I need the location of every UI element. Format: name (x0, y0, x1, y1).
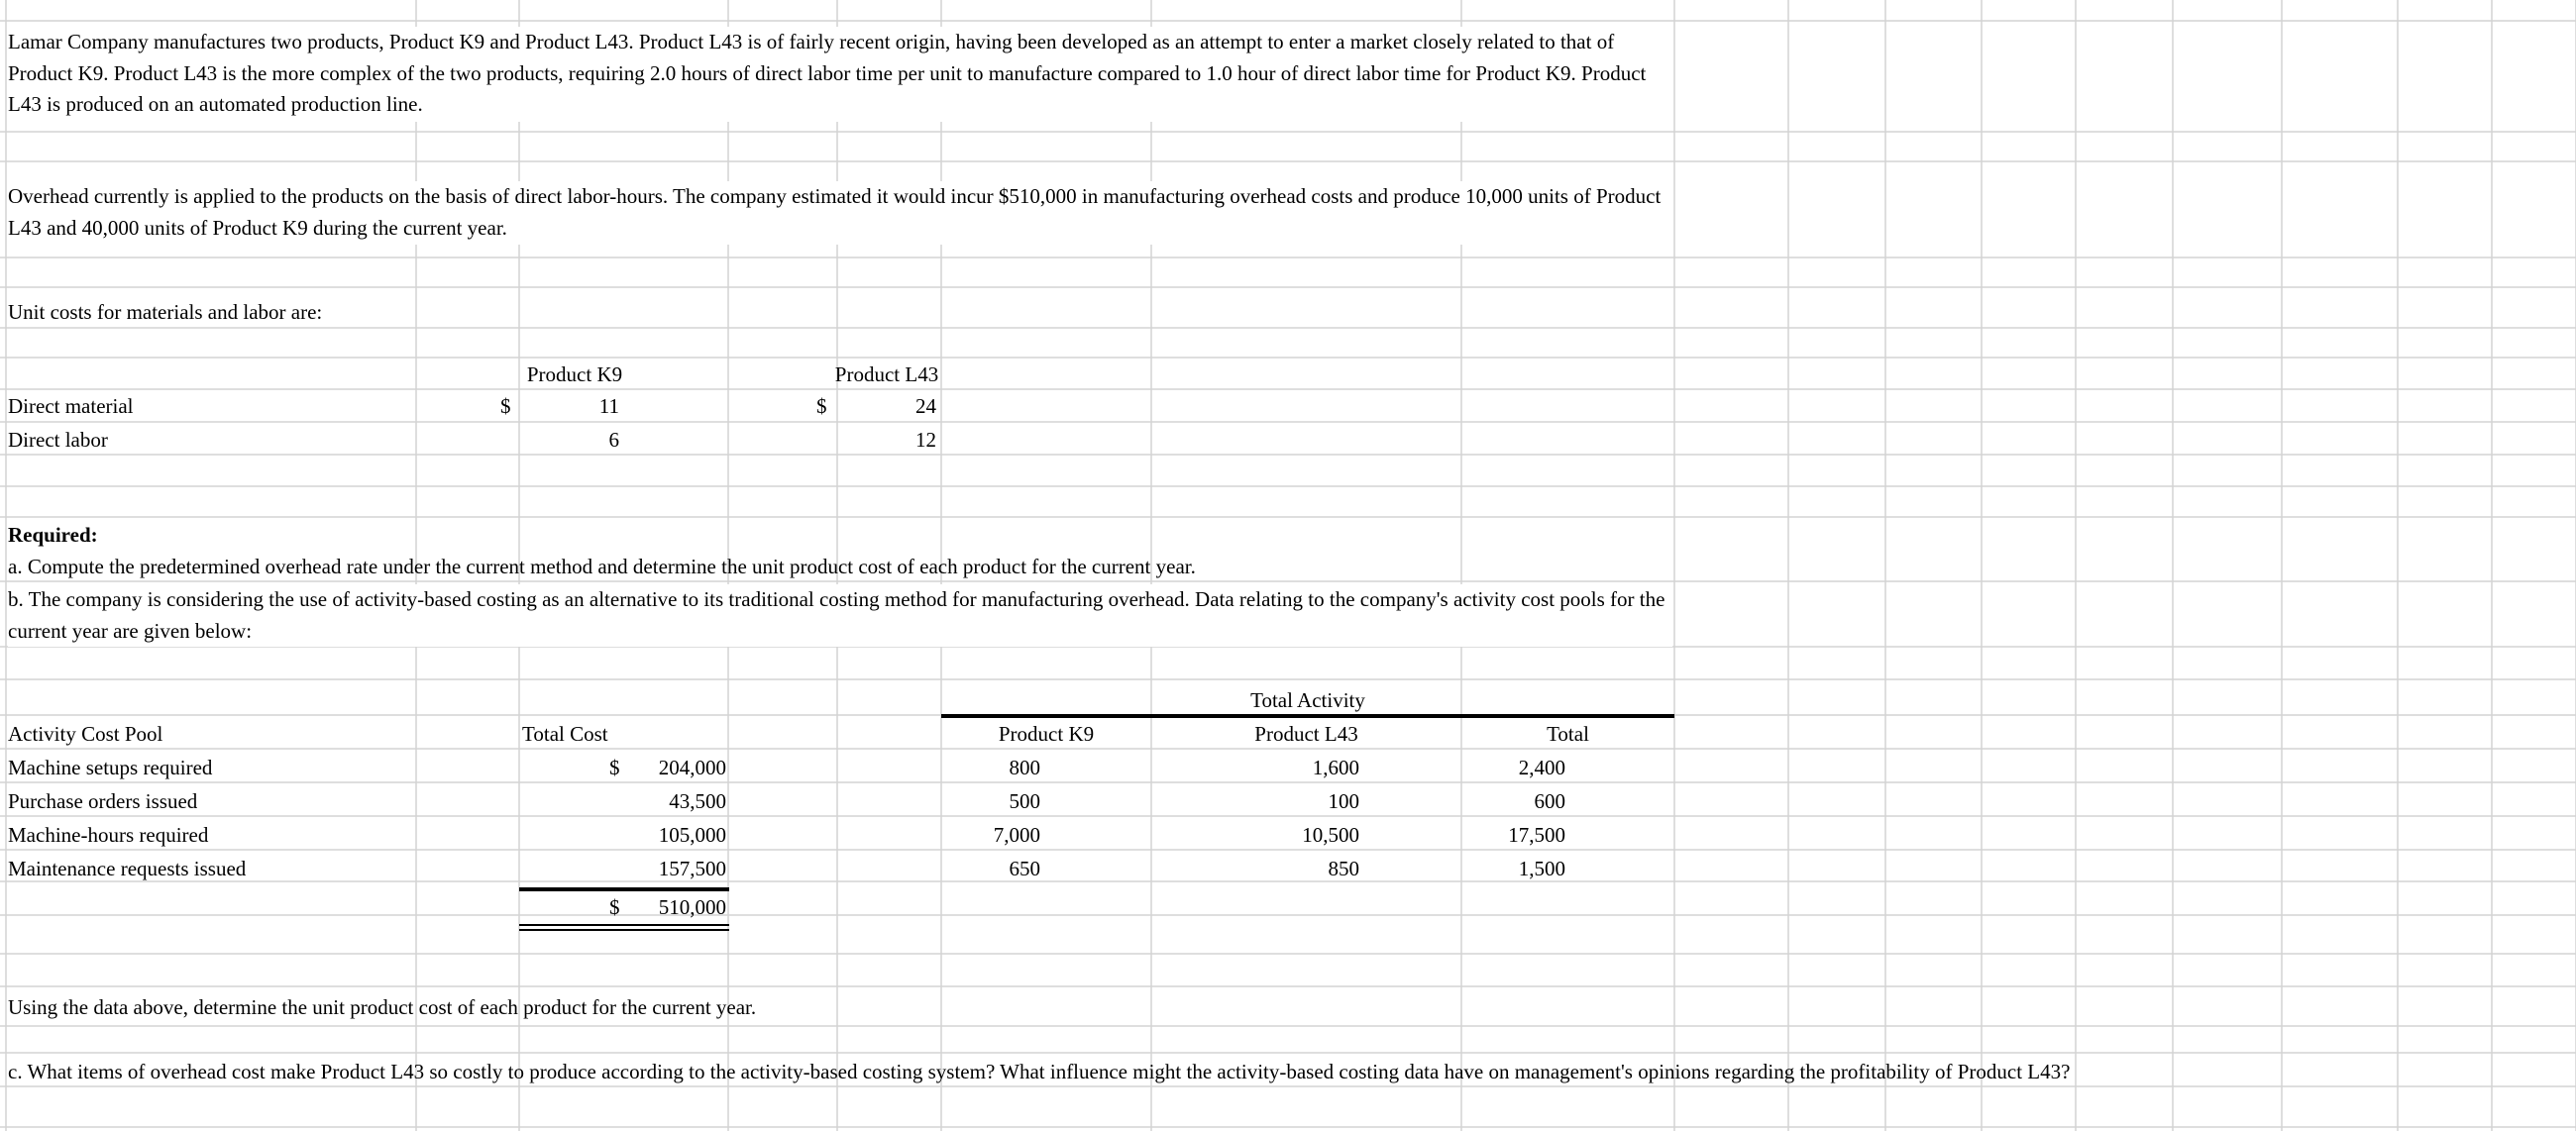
activity-l43: 100 (1328, 789, 1359, 813)
activity-total: 17,500 (1508, 823, 1565, 847)
activity-pool-label: Maintenance requests issued (8, 857, 247, 880)
activity-k9: 7,000 (993, 823, 1040, 847)
total-rule-top (519, 887, 729, 891)
unit-cell-l43: 12 (915, 428, 936, 452)
intro-paragraph: Lamar Company manufactures two products, Product K9 and Product L43. Product L43 is of fairly recent origin, having been developed as an attempt to enter a market closely related to that of Product K9. Product L43 is the more complex of the two products, requiring 2.0 hours of direct labor time per unit to manufacture compared to 1.0 hour of direct labor time for Product K9. Product L43 is produced on an automated production line. (8, 27, 1672, 122)
activity-total-cost: 105,000 (658, 823, 726, 847)
unit-costs-intro: Unit costs for materials and labor are: (8, 300, 323, 324)
col-header-total-cost: Total Cost (522, 722, 608, 746)
activity-total: 600 (1534, 789, 1565, 813)
using-data-text: Using the data above, determine the unit product cost of each product for the current year. (8, 995, 757, 1019)
header-rule (941, 714, 1674, 718)
activity-k9: 650 (1009, 857, 1040, 880)
total-rule-double-b (519, 929, 729, 931)
activity-l43: 10,500 (1302, 823, 1359, 847)
activity-total-cost: 157,500 (658, 857, 726, 880)
part-a-text: a. Compute the predetermined overhead rate under the current method and determine the unit product cost of each product for the current year. (8, 555, 1196, 578)
activity-k9: 800 (1009, 756, 1040, 779)
currency-sign: $ (500, 394, 511, 418)
currency-sign: $ (609, 895, 620, 919)
total-activity-header: Total Activity (1250, 688, 1365, 712)
activity-total: 2,400 (1518, 756, 1565, 779)
activity-pool-label: Purchase orders issued (8, 789, 198, 813)
part-c-text: c. What items of overhead cost make Product L43 so costly to produce according to the activity-based costing system? What influence might the activity-based costing data have on management's opinions regarding the profitability of Product L43? (8, 1060, 2071, 1083)
unit-cell-k9: 11 (598, 394, 619, 418)
activity-total-cost: 204,000 (658, 756, 726, 779)
total-cost-value: 510,000 (658, 895, 726, 919)
overhead-paragraph: Overhead currently is applied to the products on the basis of direct labor-hours. The company estimated it would incur $510,000 in manufacturing overhead costs and produce 10,000 units of Product L43 and 40,000 units of Product K9 during the current year. (8, 181, 1672, 245)
unit-header-l43: Product L43 (834, 362, 939, 386)
activity-total-cost: 43,500 (669, 789, 726, 813)
unit-cell-k9: 6 (608, 428, 619, 452)
total-rule-double-a (519, 924, 729, 926)
activity-total: 1,500 (1518, 857, 1565, 880)
part-b-text: b. The company is considering the use of activity-based costing as an alternative to its traditional costing method for manufacturing overhead. Data relating to the company's activity cost pools for the current year are given below: (8, 584, 1672, 647)
unit-row-label: Direct labor (8, 428, 108, 452)
currency-sign: $ (609, 756, 620, 779)
col-header-k9: Product K9 (998, 722, 1095, 746)
col-header-pool: Activity Cost Pool (8, 722, 163, 746)
unit-row-label: Direct material (8, 394, 134, 418)
unit-header-k9: Product K9 (526, 362, 623, 386)
unit-cell-l43: 24 (915, 394, 936, 418)
activity-k9: 500 (1009, 789, 1040, 813)
activity-l43: 850 (1328, 857, 1359, 880)
required-heading: Required: (8, 523, 98, 547)
activity-pool-label: Machine-hours required (8, 823, 209, 847)
activity-l43: 1,600 (1312, 756, 1359, 779)
activity-pool-label: Machine setups required (8, 756, 213, 779)
col-header-total: Total (1547, 722, 1589, 746)
col-header-l43: Product L43 (1254, 722, 1358, 746)
currency-sign: $ (816, 394, 827, 418)
